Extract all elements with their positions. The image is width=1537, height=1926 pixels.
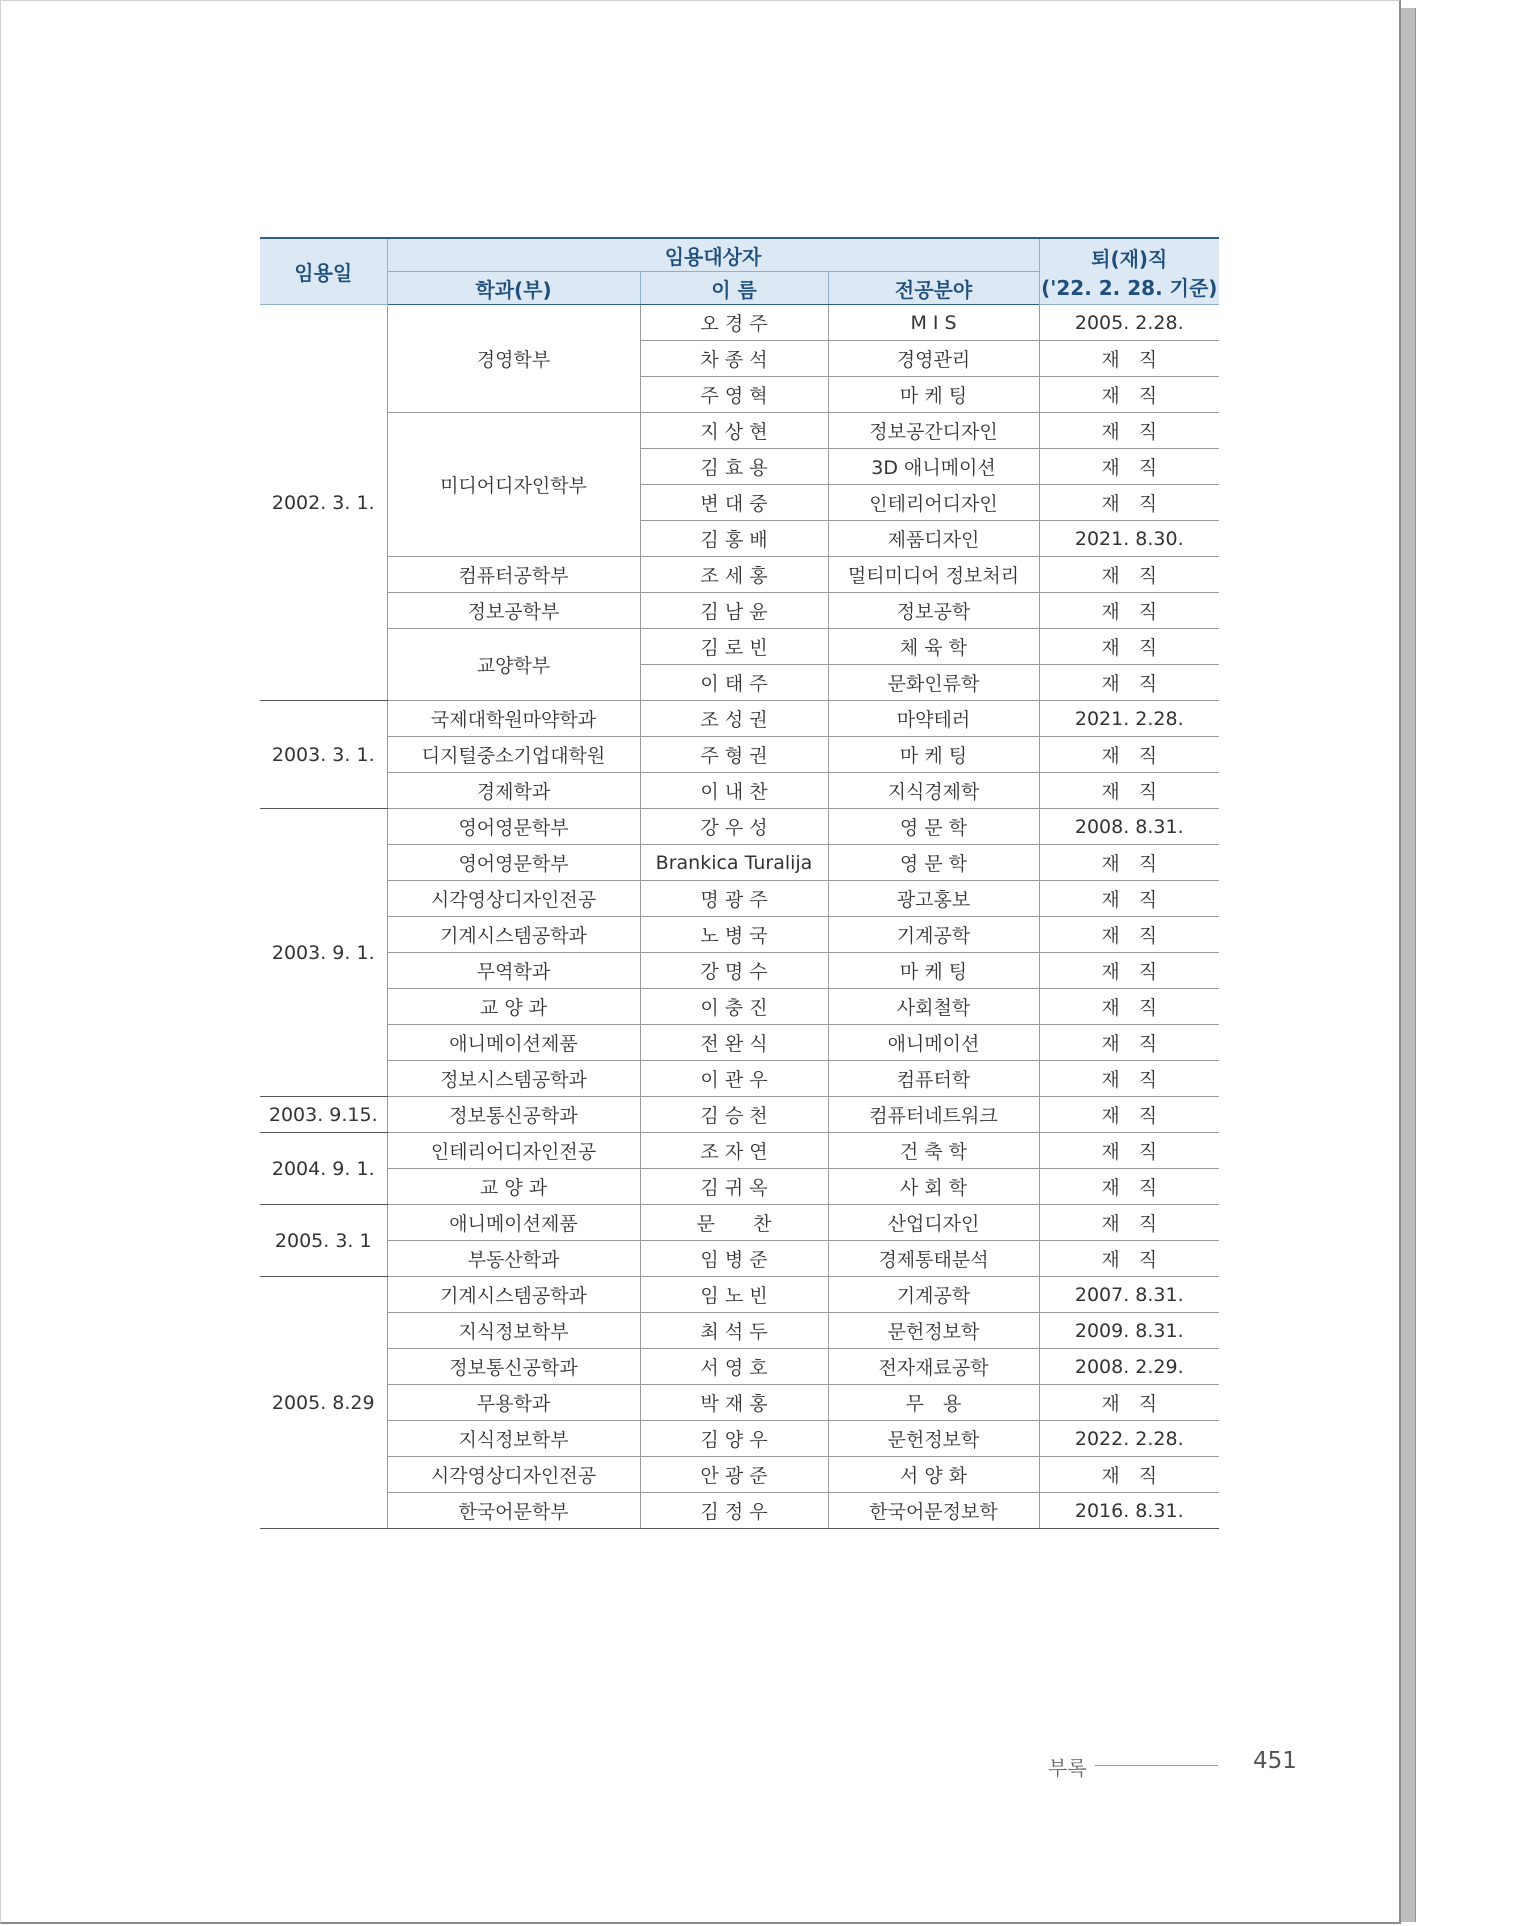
name-cell: 강 우 성 (640, 809, 828, 845)
appointment-date-cell: 2003. 9. 1. (260, 809, 387, 1097)
name-cell: 주 형 권 (640, 737, 828, 773)
status-cell: 2005. 2.28. (1039, 305, 1219, 341)
table-row (260, 809, 1219, 845)
header-date: 임용일 (260, 238, 387, 305)
page-edge-shadow (1401, 8, 1416, 1922)
name-cell: 강 명 수 (640, 953, 828, 989)
table-row (260, 1241, 1219, 1277)
department-cell: 애니메이션제품 (387, 1205, 640, 1241)
status-cell: 2016. 8.31. (1039, 1493, 1219, 1529)
department-cell: 기계시스템공학과 (387, 917, 640, 953)
major-cell: 마 케 팅 (828, 953, 1039, 989)
table-row (260, 305, 1219, 341)
department-cell: 경영학부 (387, 305, 640, 413)
header-major: 전공분야 (828, 272, 1039, 305)
name-cell: 노 병 국 (640, 917, 828, 953)
department-cell: 시각영상디자인전공 (387, 881, 640, 917)
department-cell: 교양학부 (387, 629, 640, 701)
status-cell: 재 직 (1039, 557, 1219, 593)
major-cell: 문헌정보학 (828, 1313, 1039, 1349)
department-cell: 한국어문학부 (387, 1493, 640, 1529)
header-status (1039, 238, 1219, 305)
major-cell: 마 케 팅 (828, 737, 1039, 773)
name-cell: 임 노 빈 (640, 1277, 828, 1313)
name-cell: 명 광 주 (640, 881, 828, 917)
major-cell: 사회철학 (828, 989, 1039, 1025)
name-cell: 김 로 빈 (640, 629, 828, 665)
appointment-date-cell: 2005. 8.29 (260, 1277, 387, 1529)
table-row (260, 1349, 1219, 1385)
name-cell: 안 광 준 (640, 1457, 828, 1493)
major-cell: 정보공학 (828, 593, 1039, 629)
major-cell: 전자재료공학 (828, 1349, 1039, 1385)
major-cell: 영 문 학 (828, 845, 1039, 881)
department-cell: 시각영상디자인전공 (387, 1457, 640, 1493)
table-row (260, 1421, 1219, 1457)
table-header (260, 238, 1219, 305)
footer-section-label: 부록 (1048, 1756, 1087, 1780)
status-cell: 재 직 (1039, 989, 1219, 1025)
major-cell: M I S (828, 305, 1039, 341)
header-status-line1: 퇴(재)직 (1091, 246, 1168, 271)
department-cell: 부동산학과 (387, 1241, 640, 1277)
name-cell: 조 자 연 (640, 1133, 828, 1169)
name-cell: 김 양 우 (640, 1421, 828, 1457)
department-cell: 정보통신공학과 (387, 1349, 640, 1385)
status-cell: 재 직 (1039, 953, 1219, 989)
major-cell: 컴퓨터학 (828, 1061, 1039, 1097)
name-cell: 차 종 석 (640, 341, 828, 377)
department-cell: 무용학과 (387, 1385, 640, 1421)
major-cell: 기계공학 (828, 917, 1039, 953)
status-cell: 재 직 (1039, 1133, 1219, 1169)
name-cell: 최 석 두 (640, 1313, 828, 1349)
major-cell: 무 용 (828, 1385, 1039, 1421)
name-cell: 조 성 권 (640, 701, 828, 737)
name-cell: 조 세 홍 (640, 557, 828, 593)
table-row (260, 773, 1219, 809)
status-cell: 2021. 8.30. (1039, 521, 1219, 557)
table-row (260, 1205, 1219, 1241)
major-cell: 3D 애니메이션 (828, 449, 1039, 485)
table-row (260, 881, 1219, 917)
name-cell: 문 찬 (640, 1205, 828, 1241)
name-cell: 변 대 중 (640, 485, 828, 521)
table-row (260, 1133, 1219, 1169)
status-cell: 재 직 (1039, 1025, 1219, 1061)
status-cell: 재 직 (1039, 1241, 1219, 1277)
status-cell: 재 직 (1039, 845, 1219, 881)
table-row (260, 1025, 1219, 1061)
header-appointee: 임용대상자 (387, 238, 1039, 272)
status-cell: 재 직 (1039, 1385, 1219, 1421)
name-cell: 김 승 천 (640, 1097, 828, 1133)
major-cell: 컴퓨터네트워크 (828, 1097, 1039, 1133)
status-cell: 재 직 (1039, 773, 1219, 809)
status-cell: 재 직 (1039, 1205, 1219, 1241)
department-cell: 인테리어디자인전공 (387, 1133, 640, 1169)
status-cell: 재 직 (1039, 593, 1219, 629)
status-cell: 재 직 (1039, 485, 1219, 521)
table-row (260, 1169, 1219, 1205)
status-cell: 2009. 8.31. (1039, 1313, 1219, 1349)
status-cell: 재 직 (1039, 665, 1219, 701)
status-cell: 재 직 (1039, 413, 1219, 449)
header-status-line2: ('22. 2. 28. 기준) (1041, 275, 1218, 300)
table-row (260, 593, 1219, 629)
table-row (260, 557, 1219, 593)
major-cell: 한국어문정보학 (828, 1493, 1039, 1529)
major-cell: 기계공학 (828, 1277, 1039, 1313)
table-row (260, 1457, 1219, 1493)
department-cell: 무역학과 (387, 953, 640, 989)
department-cell: 교 양 과 (387, 989, 640, 1025)
header-name: 이 름 (640, 272, 828, 305)
major-cell: 문화인류학 (828, 665, 1039, 701)
major-cell: 경영관리 (828, 341, 1039, 377)
department-cell: 컴퓨터공학부 (387, 557, 640, 593)
status-cell: 재 직 (1039, 1169, 1219, 1205)
name-cell: 이 내 찬 (640, 773, 828, 809)
name-cell: 김 귀 옥 (640, 1169, 828, 1205)
status-cell: 2008. 8.31. (1039, 809, 1219, 845)
major-cell: 사 회 학 (828, 1169, 1039, 1205)
department-cell: 지식정보학부 (387, 1313, 640, 1349)
table-row (260, 701, 1219, 737)
department-cell: 애니메이션제품 (387, 1025, 640, 1061)
appointment-date-cell: 2004. 9. 1. (260, 1133, 387, 1205)
table-row (260, 1385, 1219, 1421)
appointment-table (260, 237, 1219, 1529)
appointment-date-cell: 2005. 3. 1 (260, 1205, 387, 1277)
major-cell: 경제통태분석 (828, 1241, 1039, 1277)
major-cell: 영 문 학 (828, 809, 1039, 845)
major-cell: 건 축 학 (828, 1133, 1039, 1169)
table-row (260, 1097, 1219, 1133)
name-cell: 오 경 주 (640, 305, 828, 341)
department-cell: 정보공학부 (387, 593, 640, 629)
appointment-date-cell: 2002. 3. 1. (260, 305, 387, 701)
name-cell: 지 상 현 (640, 413, 828, 449)
name-cell: 김 홍 배 (640, 521, 828, 557)
name-cell: 김 남 윤 (640, 593, 828, 629)
department-cell: 영어영문학부 (387, 809, 640, 845)
table-row (260, 1493, 1219, 1529)
table-row (260, 1061, 1219, 1097)
name-cell: Brankica Turalija (640, 845, 828, 881)
major-cell: 정보공간디자인 (828, 413, 1039, 449)
name-cell: 이 관 우 (640, 1061, 828, 1097)
name-cell: 박 재 홍 (640, 1385, 828, 1421)
major-cell: 문헌정보학 (828, 1421, 1039, 1457)
department-cell: 정보통신공학과 (387, 1097, 640, 1133)
department-cell: 디지털중소기업대학원 (387, 737, 640, 773)
department-cell: 경제학과 (387, 773, 640, 809)
table-row (260, 1313, 1219, 1349)
status-cell: 재 직 (1039, 917, 1219, 953)
appointment-date-cell: 2003. 3. 1. (260, 701, 387, 809)
table-row (260, 917, 1219, 953)
name-cell: 주 영 혁 (640, 377, 828, 413)
table-row (260, 953, 1219, 989)
status-cell: 재 직 (1039, 449, 1219, 485)
status-cell: 재 직 (1039, 1061, 1219, 1097)
table-row (260, 737, 1219, 773)
major-cell: 체 육 학 (828, 629, 1039, 665)
appointment-date-cell: 2003. 9.15. (260, 1097, 387, 1133)
status-cell: 2021. 2.28. (1039, 701, 1219, 737)
major-cell: 마 케 팅 (828, 377, 1039, 413)
status-cell: 재 직 (1039, 1097, 1219, 1133)
major-cell: 산업디자인 (828, 1205, 1039, 1241)
table-row (260, 629, 1219, 665)
department-cell: 정보시스템공학과 (387, 1061, 640, 1097)
footer-rule (1095, 1765, 1218, 1766)
major-cell: 지식경제학 (828, 773, 1039, 809)
major-cell: 제품디자인 (828, 521, 1039, 557)
status-cell: 2008. 2.29. (1039, 1349, 1219, 1385)
major-cell: 애니메이션 (828, 1025, 1039, 1061)
header-dept: 학과(부) (387, 272, 640, 305)
status-cell: 2022. 2.28. (1039, 1421, 1219, 1457)
name-cell: 김 효 용 (640, 449, 828, 485)
status-cell: 재 직 (1039, 629, 1219, 665)
name-cell: 김 정 우 (640, 1493, 828, 1529)
table-row (260, 413, 1219, 449)
table-row (260, 1277, 1219, 1313)
major-cell: 마약테러 (828, 701, 1039, 737)
name-cell: 서 영 호 (640, 1349, 828, 1385)
department-cell: 지식정보학부 (387, 1421, 640, 1457)
name-cell: 전 완 식 (640, 1025, 828, 1061)
status-cell: 2007. 8.31. (1039, 1277, 1219, 1313)
table-row (260, 989, 1219, 1025)
department-cell: 영어영문학부 (387, 845, 640, 881)
major-cell: 광고홍보 (828, 881, 1039, 917)
status-cell: 재 직 (1039, 881, 1219, 917)
table-row (260, 845, 1219, 881)
department-cell: 기계시스템공학과 (387, 1277, 640, 1313)
department-cell: 국제대학원마약학과 (387, 701, 640, 737)
department-cell: 교 양 과 (387, 1169, 640, 1205)
major-cell: 인테리어디자인 (828, 485, 1039, 521)
table-body (260, 305, 1219, 1529)
name-cell: 이 충 진 (640, 989, 828, 1025)
page-number: 451 (1253, 1748, 1297, 1774)
name-cell: 임 병 준 (640, 1241, 828, 1277)
major-cell: 서 양 화 (828, 1457, 1039, 1493)
status-cell: 재 직 (1039, 341, 1219, 377)
status-cell: 재 직 (1039, 377, 1219, 413)
major-cell: 멀티미디어 정보처리 (828, 557, 1039, 593)
status-cell: 재 직 (1039, 1457, 1219, 1493)
name-cell: 이 태 주 (640, 665, 828, 701)
department-cell: 미디어디자인학부 (387, 413, 640, 557)
status-cell: 재 직 (1039, 737, 1219, 773)
